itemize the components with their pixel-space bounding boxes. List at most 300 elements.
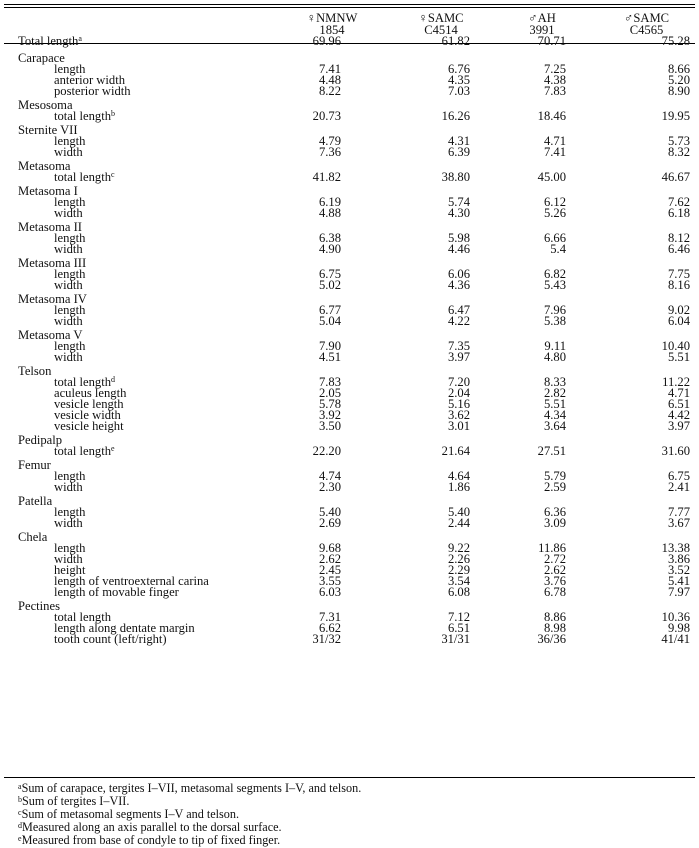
value-cell: 2.72 [543,552,566,566]
column-header-specimen-4: ♂SAMC [623,11,670,25]
value-cell: 6.39 [447,145,470,159]
value-cell: 4.64 [447,469,470,483]
value-cell: 2.59 [543,480,566,494]
value-cell: 11.22 [662,375,690,389]
value-cell: 3.54 [447,574,470,588]
measurement-row [4,341,695,352]
measurement-label [4,64,264,75]
measurement-label-text: width [54,242,83,256]
value-cell: 3.64 [543,419,566,433]
value-cell: 2.04 [447,386,470,400]
group-label-text: Total length [18,34,79,48]
value-cell: 5.40 [447,505,470,519]
group-row [4,532,695,543]
value-cell: 19.95 [661,109,690,123]
measurement-row [4,471,695,482]
measurement-row [4,111,695,122]
group-label [4,366,264,377]
value-cell: 69.96 [312,34,341,48]
value-cell: 5.79 [543,469,566,483]
measurement-row [4,518,695,529]
measurement-label [4,507,264,518]
measurement-label-text: length [54,195,86,209]
top-rule-1 [4,4,695,5]
measurement-row [4,543,695,554]
measurement-label [4,471,264,482]
measurement-label [4,446,264,457]
value-cell: 8.86 [543,610,566,624]
group-label-text: Mesosoma [18,98,73,112]
value-cell: 2.69 [318,516,341,530]
measurement-label [4,86,264,97]
value-cell: 5.78 [318,397,341,411]
value-cell: 10.40 [661,339,690,353]
value-cell: 5.40 [318,505,341,519]
value-cell: 7.41 [318,62,341,76]
value-cell: 2.45 [318,563,341,577]
measurement-label-text: width [54,314,83,328]
value-cell: 6.62 [318,621,341,635]
value-cell: 8.12 [667,231,690,245]
header-row-ids [4,24,695,36]
measurement-label-text: length of ventroexternal carina [54,574,209,588]
value-cell: 8.66 [667,62,690,76]
value-cell: 5.4 [550,242,566,256]
footnote-mark: a [78,34,82,43]
measurement-label [4,543,264,554]
group-label-text: Metasoma V [18,328,83,342]
measurement-row [4,634,695,645]
group-label-text: Carapace [18,51,65,65]
measurement-label [4,410,264,421]
value-cell: 4.36 [447,278,470,292]
measurement-row [4,197,695,208]
measurement-label-text: total length [54,610,112,624]
value-cell: 6.78 [543,585,566,599]
measurement-label-text: vesicle width [54,408,121,422]
group-label [4,222,264,233]
measurement-label-text: width [54,206,83,220]
value-cell: 3.62 [447,408,470,422]
value-cell: 3.97 [667,419,690,433]
value-cell: 31/32 [312,632,341,646]
measurement-label-text: total length [54,170,112,184]
value-cell: 7.75 [667,267,690,281]
value-cell: 5.41 [667,574,690,588]
value-cell: 6.06 [447,267,470,281]
measurement-label [4,587,264,598]
measurement-label [4,172,264,183]
value-cell: 70.71 [537,34,566,48]
value-cell: 5.02 [318,278,341,292]
value-cell: 9.22 [447,541,470,555]
measurement-label-text: length of movable finger [54,585,179,599]
value-cell: 7.25 [543,62,566,76]
value-cell: 2.29 [447,563,470,577]
measurement-row [4,136,695,147]
value-cell: 5.51 [543,397,566,411]
value-cell: 7.41 [543,145,566,159]
measurement-label-text: height [54,563,86,577]
value-cell: 3.52 [667,563,690,577]
value-cell: 41/41 [661,632,690,646]
value-cell: 10.36 [661,610,690,624]
group-label [4,460,264,471]
measurement-label-text: length [54,267,86,281]
group-label-text: Patella [18,494,53,508]
measurement-label [4,518,264,529]
measurement-label [4,111,264,122]
column-header-specimen-1: ♀NMNW [306,11,358,25]
value-cell: 7.90 [318,339,341,353]
measurement-label [4,197,264,208]
measurement-label-text: anterior width [54,73,125,87]
measurement-label-text: length [54,469,86,483]
measurement-row [4,316,695,327]
value-cell: 41.82 [312,170,341,184]
value-cell: 6.12 [543,195,566,209]
measurement-label-text: aculeus length [54,386,127,400]
table-body [4,36,695,645]
value-cell: 7.20 [447,375,470,389]
measurement-row [4,305,695,316]
value-cell: 5.51 [667,350,690,364]
value-cell: 9.68 [318,541,341,555]
value-cell: 75.28 [661,34,690,48]
measurement-row [4,587,695,598]
value-cell: 7.35 [447,339,470,353]
value-cell: 6.19 [318,195,341,209]
measurement-label-text: width [54,552,83,566]
value-cell: 6.75 [667,469,690,483]
column-header-specimen-2: ♀SAMC [418,11,464,25]
value-cell: 1.86 [447,480,470,494]
measurement-row [4,147,695,158]
group-label-text: Metasoma II [18,220,82,234]
value-cell: 3.67 [667,516,690,530]
measurement-row [4,244,695,255]
value-cell: 7.83 [318,375,341,389]
column-id-specimen-3: 3991 [529,23,555,37]
value-cell: 3.76 [543,574,566,588]
value-cell: 4.35 [447,73,470,87]
group-label-text: Pedipalp [18,433,63,447]
value-cell: 4.22 [447,314,470,328]
measurement-label [4,341,264,352]
measurement-row [4,507,695,518]
group-label-text: Sternite VII [18,123,78,137]
value-cell: 4.38 [543,73,566,87]
measurement-label [4,269,264,280]
group-label-text: Metasoma IV [18,292,87,306]
value-cell: 3.50 [318,419,341,433]
value-cell: 4.71 [543,134,566,148]
value-cell: 5.16 [447,397,470,411]
value-cell: 3.92 [318,408,341,422]
group-label [4,36,264,47]
measurement-row [4,86,695,97]
value-cell: 5.38 [543,314,566,328]
measurement-label [4,482,264,493]
column-id-specimen-4: C4565 [629,23,664,37]
measurement-label [4,388,264,399]
value-cell: 4.48 [318,73,341,87]
value-cell: 6.77 [318,303,341,317]
value-cell: 6.18 [667,206,690,220]
footnote-mark: d [111,375,116,384]
measurement-label [4,634,264,645]
value-cell: 6.76 [447,62,470,76]
measurement-label-text: width [54,516,83,530]
value-cell: 6.66 [543,231,566,245]
value-cell: 2.44 [447,516,470,530]
measurement-label [4,421,264,432]
value-cell: 3.55 [318,574,341,588]
value-cell: 8.16 [667,278,690,292]
value-cell: 4.79 [318,134,341,148]
value-cell: 9.02 [667,303,690,317]
value-cell: 45.00 [537,170,566,184]
value-cell: 20.73 [312,109,341,123]
value-cell: 6.08 [447,585,470,599]
value-cell: 9.98 [667,621,690,635]
value-cell: 22.20 [312,444,341,458]
value-cell: 13.38 [661,541,690,555]
group-row [4,496,695,507]
measurement-label-text: tooth count (left/right) [54,632,167,646]
value-cell: 6.51 [667,397,690,411]
value-cell: 3.86 [667,552,690,566]
group-row [4,258,695,269]
value-cell: 4.30 [447,206,470,220]
group-label-text: Pectines [18,599,60,613]
measurement-label-text: length [54,134,86,148]
measurement-row [4,554,695,565]
measurement-row [4,482,695,493]
value-cell: 6.51 [447,621,470,635]
measurement-label-text: length [54,303,86,317]
measurement-label [4,377,264,388]
value-cell: 5.20 [667,73,690,87]
value-cell: 6.46 [667,242,690,256]
value-cell: 4.80 [543,350,566,364]
value-cell: 6.36 [543,505,566,519]
value-cell: 6.03 [318,585,341,599]
value-cell: 21.64 [441,444,470,458]
group-label-text: Metasoma III [18,256,87,270]
measurement-row [4,233,695,244]
group-row [4,53,695,64]
value-cell: 16.26 [441,109,470,123]
measurement-label-text: length [54,339,86,353]
group-label [4,258,264,269]
value-cell: 2.05 [318,386,341,400]
value-cell: 2.82 [543,386,566,400]
value-cell: 7.62 [667,195,690,209]
value-cell: 2.62 [318,552,341,566]
measurement-label-text: total length [54,444,112,458]
value-cell: 31/31 [441,632,470,646]
group-label [4,532,264,543]
value-cell: 8.22 [318,84,341,98]
footnote-c: $^c$Sum of metasomal segments I–V and telson. [18,807,239,821]
value-cell: 31.60 [661,444,690,458]
value-cell: 3.97 [447,350,470,364]
value-cell: 8.32 [667,145,690,159]
top-rule-2 [4,7,695,8]
measurement-row [4,446,695,457]
header-row-names [4,12,695,24]
measurement-label [4,399,264,410]
measurement-row [4,172,695,183]
measurement-label-text: total length [54,109,112,123]
value-cell: 2.41 [667,480,690,494]
measurement-label-text: length along dentate margin [54,621,195,635]
group-row [4,125,695,136]
column-id-specimen-1: 1854 [319,23,345,37]
value-cell: 36/36 [537,632,566,646]
value-cell: 3.01 [447,419,470,433]
value-cell: 7.83 [543,84,566,98]
measurements-table [4,12,695,645]
footnote-mark: c [111,170,115,179]
value-cell: 6.38 [318,231,341,245]
value-cell: 4.88 [318,206,341,220]
value-cell: 4.51 [318,350,341,364]
group-row [4,294,695,305]
measurement-label-text: width [54,480,83,494]
measurement-row [4,269,695,280]
group-label-text: Femur [18,458,51,472]
footnote-a: $^a$Sum of carapace, tergites I–VII, metasomal segments I–V, and telson. [18,781,362,795]
measurement-row [4,421,695,432]
measurement-label-text: length [54,62,86,76]
footnote-d: $^d$Measured along an axis parallel to the dorsal surface. [18,820,282,834]
value-cell: 46.67 [661,170,690,184]
measurement-label [4,208,264,219]
group-label [4,496,264,507]
group-label-text: Chela [18,530,48,544]
group-label [4,125,264,136]
measurement-label-text: vesicle length [54,397,124,411]
measurement-label-text: length [54,505,86,519]
value-cell: 7.96 [543,303,566,317]
value-cell: 7.31 [318,610,341,624]
value-cell: 6.47 [447,303,470,317]
value-cell: 6.75 [318,267,341,281]
measurement-label [4,136,264,147]
value-cell: 4.31 [447,134,470,148]
measurement-label-text: length [54,231,86,245]
value-cell: 3.09 [543,516,566,530]
value-cell: 5.74 [447,195,470,209]
value-cell: 2.30 [318,480,341,494]
column-header-specimen-3: ♂AH [528,11,556,25]
measurement-label [4,305,264,316]
footnote-e: $^e$Measured from base of condyle to tip of fixed finger. [18,833,281,847]
value-cell: 11.86 [538,541,566,555]
group-row [4,36,695,47]
group-row [4,330,695,341]
group-label [4,294,264,305]
measurement-label [4,352,264,363]
measurement-row [4,352,695,363]
group-row [4,222,695,233]
group-row [4,460,695,471]
measurement-label [4,75,264,86]
group-label-text: Telson [18,364,52,378]
measurement-label [4,233,264,244]
measurement-row [4,280,695,291]
value-cell: 8.33 [543,375,566,389]
value-cell: 2.62 [543,563,566,577]
column-id-specimen-2: C4514 [424,23,458,37]
value-cell: 8.90 [667,84,690,98]
measurement-label-text: posterior width [54,84,131,98]
group-label-text: Metasoma I [18,184,78,198]
value-cell: 2.26 [447,552,470,566]
measurement-label [4,554,264,565]
group-label [4,435,264,446]
group-label [4,161,264,172]
header-blank [4,12,264,24]
footnote-mark: e [111,444,115,453]
value-cell: 6.82 [543,267,566,281]
measurement-label [4,316,264,327]
measurement-label [4,244,264,255]
value-cell: 4.71 [667,386,690,400]
value-cell: 4.34 [543,408,566,422]
value-cell: 7.97 [667,585,690,599]
value-cell: 7.12 [447,610,470,624]
group-label [4,330,264,341]
group-row [4,186,695,197]
value-cell: 5.04 [318,314,341,328]
group-label [4,53,264,64]
footnote-mark: b [111,109,116,118]
value-cell: 7.77 [667,505,690,519]
value-cell: 27.51 [537,444,566,458]
group-label [4,601,264,612]
footnote-b: $^b$Sum of tergites I–VII. [18,794,130,808]
value-cell: 7.36 [318,145,341,159]
value-cell: 5.26 [543,206,566,220]
bottom-rule [4,777,695,778]
measurement-label-text: length [54,541,86,555]
value-cell: 9.11 [544,339,566,353]
value-cell: 38.80 [441,170,470,184]
group-label [4,100,264,111]
value-cell: 61.82 [441,34,470,48]
measurement-label-text: width [54,278,83,292]
measurement-label-text: width [54,350,83,364]
value-cell: 5.98 [447,231,470,245]
measurement-label-text: width [54,145,83,159]
value-cell: 6.04 [667,314,690,328]
value-cell: 18.46 [537,109,566,123]
group-label [4,186,264,197]
value-cell: 5.43 [543,278,566,292]
measurement-label [4,280,264,291]
value-cell: 8.98 [543,621,566,635]
value-cell: 5.73 [667,134,690,148]
measurement-row [4,208,695,219]
value-cell: 4.46 [447,242,470,256]
value-cell: 7.03 [447,84,470,98]
measurement-label [4,147,264,158]
value-cell: 4.90 [318,242,341,256]
value-cell: 4.74 [318,469,341,483]
